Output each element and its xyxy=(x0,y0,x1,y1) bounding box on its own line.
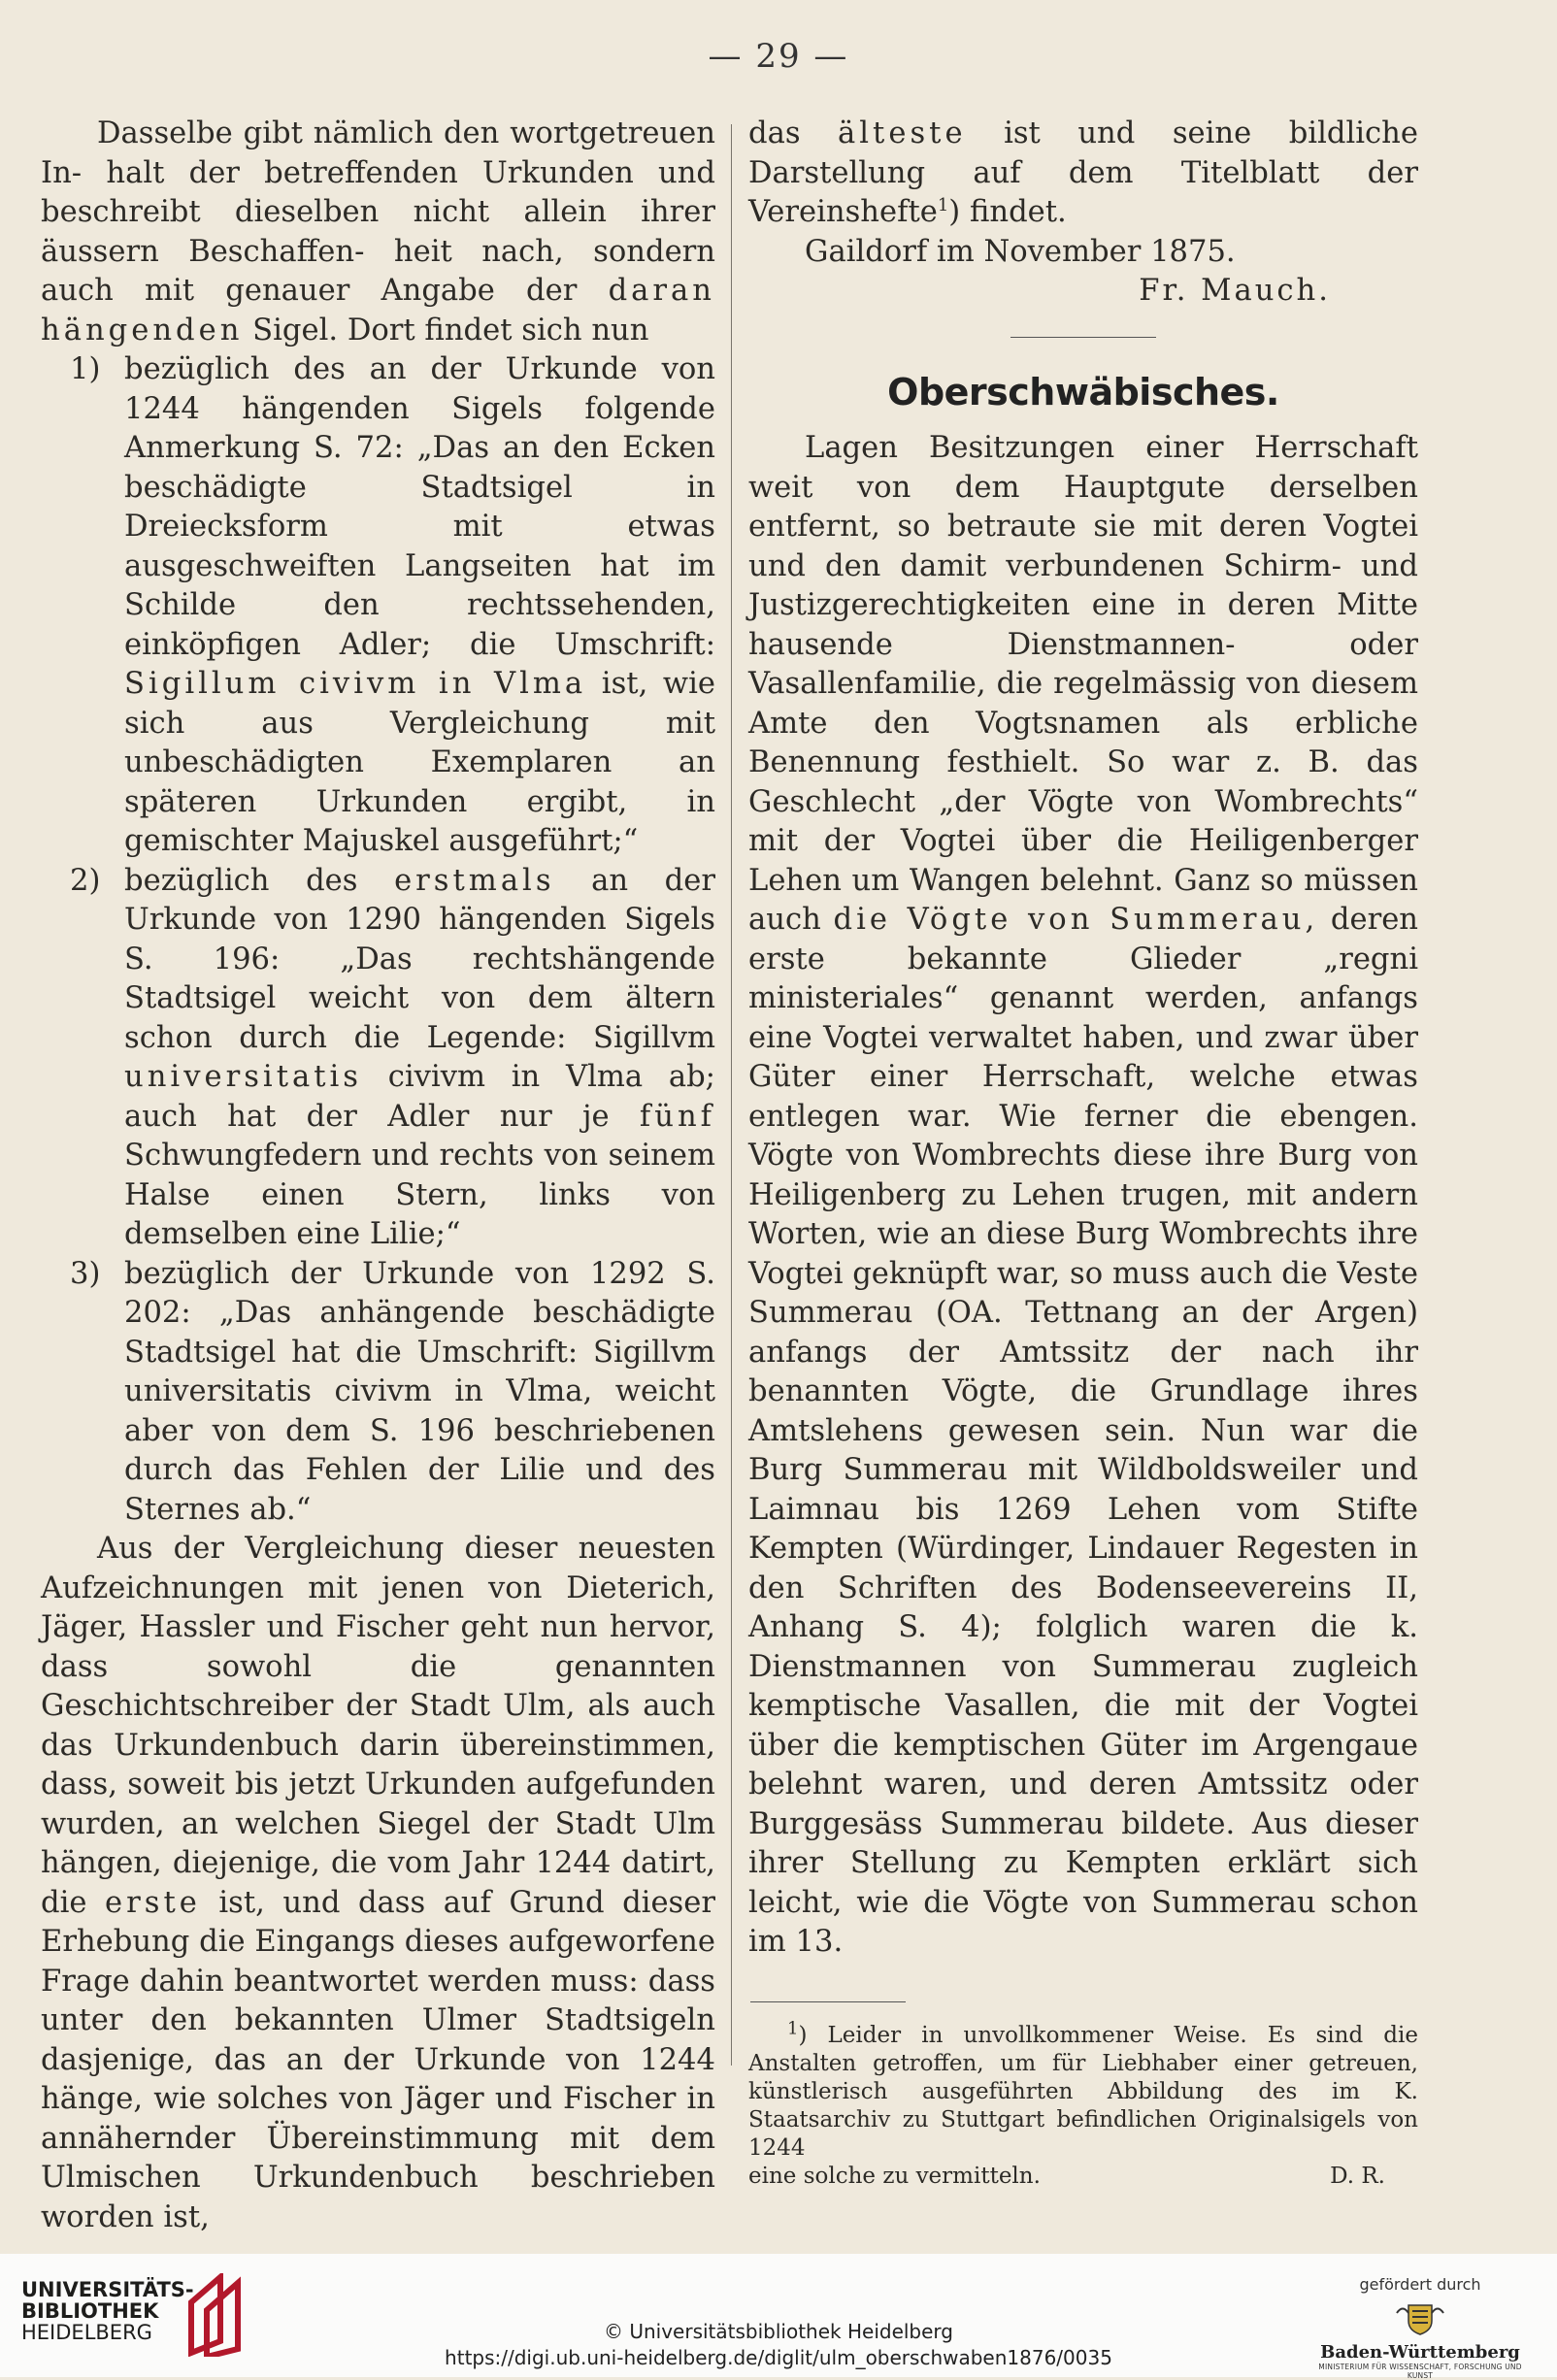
list-number: 1) xyxy=(70,352,101,386)
signature: Fr. Mauch. xyxy=(1139,274,1331,308)
spaced-emphasis: daran hängenden xyxy=(41,274,715,347)
source-url-link[interactable]: https://digi.ub.uni-heidelberg.de/diglit/ulm_oberschwaben1876/0035 xyxy=(445,2346,1112,2369)
list-text: bezüglich der Urkunde von 1292 S. 202: „Das anhängende beschädigte Stadtsigel hat die Umschrift: Sigillvm universitatis civivm in Vlma, weicht aber von dem S. 196 beschriebenen durch das Fehlen der Lilie und des Sternes ab.“ xyxy=(124,1256,715,1527)
intro-line: der xyxy=(526,274,578,308)
right-column xyxy=(748,115,1418,2191)
footnote-text: ) Leider in unvollkommener Weise. Es sind die Anstalten getroffen, um für Liebhaber einer getreuen, künstlerisch ausgeführten Abbildung des im K. Staatsarchiv zu Stuttgart befindlichen Originalsigels von 1244 xyxy=(748,2022,1418,2161)
intro-line: Sigel. Dort findet xyxy=(252,313,513,347)
intro-line: heit nach, sondern auch mit genauer Angabe xyxy=(41,234,716,308)
closing-paragraph xyxy=(41,1530,715,2237)
state-crest-icon xyxy=(1391,2301,1449,2336)
list-number: 3) xyxy=(70,1256,101,1291)
funding-block[interactable] xyxy=(1309,2275,1532,2380)
intro-paragraph xyxy=(41,115,715,350)
funding-label: gefördert durch xyxy=(1359,2275,1481,2294)
signature-row xyxy=(748,272,1418,312)
list-text: ist, wie sich aus Vergleichung mit unbeschädigten Exemplaren an späteren Urkunden ergibt, in gemischter Majuskel ausgeführt;“ xyxy=(124,667,715,858)
list-number: 2) xyxy=(70,863,101,898)
spaced-emphasis: fünf xyxy=(639,1099,715,1134)
footnote-last-line xyxy=(748,2163,1418,2191)
spaced-emphasis: erste xyxy=(105,1885,201,1920)
paragraph-text: ist und seine bildliche Darstellung auf dem Titelblatt der Vereinshefte xyxy=(748,116,1418,229)
intro-line: Dasselbe gibt nämlich den wortgetreuen In- xyxy=(41,116,715,190)
footer-bar xyxy=(0,2254,1557,2380)
list-text: bezüglich des an der Urkunde von 1244 hängenden Sigels folgende Anmerkung S. 72: „Das an den Ecken beschädigte Stadtsigel in Dreiecksform mit etwas ausgeschweiften Langseiten hat im Schilde den rechtssehenden, einköpfigen Adler; die Umschrift: xyxy=(124,352,715,662)
spaced-emphasis: universitatis xyxy=(124,1060,363,1094)
funding-ministry: MINISTERIUM FÜR WISSENSCHAFT, FORSCHUNG UND KUNST xyxy=(1318,2363,1522,2380)
list-text: civivm in Vlma ab; auch hat der Adler nur je xyxy=(124,1060,715,1134)
logo-line: BIBLIOTHEK xyxy=(21,2299,159,2323)
spaced-emphasis: die Vögte von Summerau, xyxy=(833,903,1319,937)
left-column xyxy=(41,115,715,2237)
list-item-3 xyxy=(41,1255,715,1531)
list-text: an der Urkunde von 1290 hängenden Sigels S. 196: „Das rechtshängende Stadtsigel weicht von dem ältern schon durch die Legende: Sigillvm xyxy=(124,863,715,1055)
intro-line: dieselben nicht allein ihrer äussern Beschaffen- xyxy=(41,195,715,269)
list-text: bezüglich des xyxy=(124,863,358,898)
footnote-divider xyxy=(750,2001,906,2002)
list-text: Schwungfedern und rechts von seinem Halse einen Stern, links von demselben eine Lilie;“ xyxy=(124,1139,715,1251)
footnote-initials: D. R. xyxy=(1330,2163,1385,2189)
footnote-reference: 1 xyxy=(937,194,949,215)
paragraph-text: deren erste bekannte Glieder „regni ministeriales“ genannt werden, anfangs eine Vogtei verwaltet haben, und zwar über Güter einer Herrschaft, welche etwas entlegen war. Wie ferner die ebengen. Vögte von Wombrechts diese ihre Burg von Heiligenberg zu Lehen trugen, mit andern Worten, wie an diese Burg Wombrechts ihre Vogtei geknüpft war, so muss auch die Veste Summerau (OA. Tettnang an der Argen) anfangs der Amtssitz der nach ihr benannten Vögte, die Grundlage ihres Amtslehens gewesen sein. Nun war die Burg Summerau mit Wildboldsweiler und Laimnau bis 1269 Lehen vom Stifte Kempten (Würdinger, Lindauer Regesten in den Schriften des Bodenseevereins II, Anhang S. 4); folglich waren die k. Dienstmannen von Summerau zugleich kemptische Vasallen, die mit der Vogtei über die kemptischen Güter im Argengaue belehnt waren, und deren Amtssitz oder Burggesäss Summerau bildete. Aus dieser ihrer Stellung zu Kempten erklärt sich leicht, wie die Vögte von Summerau schon im 13. xyxy=(748,903,1418,1959)
place-date: Gaildorf im November 1875. xyxy=(805,234,1236,269)
footnote xyxy=(748,2017,1418,2191)
column-divider xyxy=(731,124,732,2066)
spaced-emphasis: erstmals xyxy=(394,863,555,898)
spaced-emphasis: älteste xyxy=(838,116,967,150)
logo-line: HEIDELBERG xyxy=(21,2321,152,2344)
paragraph-text: das xyxy=(748,116,801,150)
library-mark-icon xyxy=(182,2273,261,2357)
list-item-2 xyxy=(41,862,715,1255)
spaced-emphasis: Sigillum civivm in Vlma xyxy=(124,667,587,701)
footnote-marker: 1 xyxy=(787,2017,799,2038)
paragraph-text: Lagen Besitzungen einer Herrschaft weit von dem Hauptgute derselben entfernt, so betraute sie mit deren Vogtei und den damit verbundenen Schirm- und Justizgerechtigkeiten eine in deren Mitte hausende Dienstmannen- oder Vasallenfamilie, die regelmässig von diesem Amte den Vogtsnamen als erbliche Benennung festhielt. So war z. B. das Geschlecht „der Vögte von Wombrechts“ mit der Vogtei über die Heiligenberger Lehen um Wangen belehnt. Ganz so müssen auch xyxy=(748,431,1418,937)
paragraph-text: ) findet. xyxy=(948,195,1067,229)
funding-name: Baden-Württemberg xyxy=(1320,2342,1520,2363)
copyright-notice: © Universitätsbibliothek Heidelberg xyxy=(603,2320,953,2343)
paragraph-text: ist, und dass auf Grund dieser Erhebung die Eingangs dieses aufgeworfene Frage dahin beantwortet werden muss: dass unter den bekannten Ulmer Stadtsigeln dasjenige, das an der Urkunde von 1244 hänge, wie solches von Jäger und Fischer in annähernder Übereinstimmung mit dem Ulmischen Urkundenbuch beschrieben worden ist, xyxy=(41,1885,715,2234)
continuation-paragraph xyxy=(748,115,1418,233)
page-number: — 29 — xyxy=(708,37,849,76)
paragraph-text: Aus der Vergleichung dieser neuesten Aufzeichnungen mit jenen von Dieterich, Jäger, Hassler und Fischer geht nun hervor, dass sowohl die genannten Geschichtschreiber der Stadt Ulm, als auch das Urkundenbuch darin übereinstimmen, dass, soweit bis jetzt Urkunden aufgefunden wurden, an welchen Siegel der Stadt Ulm hängen, diejenige, die vom Jahr 1244 datirt, die xyxy=(41,1532,715,1920)
intro-line: halt der betreffenden Urkunden und beschreibt xyxy=(41,155,715,229)
intro-line: sich nun xyxy=(521,313,649,347)
list-item-1 xyxy=(41,350,715,862)
footnote-text: eine solche zu vermitteln. xyxy=(748,2163,1041,2189)
section-divider xyxy=(1010,337,1156,338)
body-paragraph xyxy=(748,429,1418,1963)
logo-line: UNIVERSITÄTS- xyxy=(21,2278,194,2301)
section-heading: Oberschwäbisches. xyxy=(887,370,1279,413)
